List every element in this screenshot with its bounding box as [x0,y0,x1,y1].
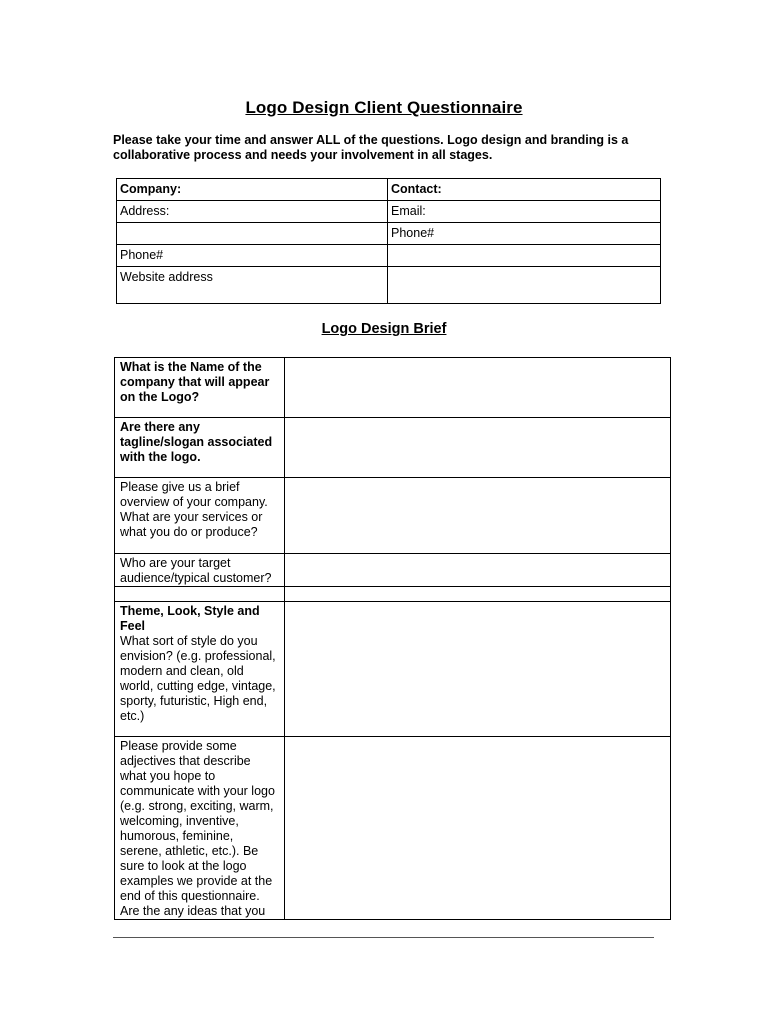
blank-field[interactable] [388,267,661,304]
question-text-line: modern and clean, old [120,664,244,678]
question-heading-line: What is the Name of the [120,360,262,374]
contact-field[interactable]: Contact: [388,179,661,201]
question-text-line: examples we provide at the [120,874,273,888]
phone-field-right[interactable]: Phone# [388,223,661,245]
email-field[interactable]: Email: [388,201,661,223]
question-text-line: overview of your company. [120,495,268,509]
brief-row [115,737,671,920]
question-cell [115,602,285,737]
question-cell [115,478,285,554]
question-text-line: end of this questionnaire. [120,889,260,903]
question-text-line: Who are your target [120,556,231,570]
question-text-line: sure to look at the logo [120,859,247,873]
question-cell [115,587,285,602]
question-text-line: adjectives that describe [120,754,251,768]
question-text-line: humorous, feminine, [120,829,234,843]
intro-line: Please take your time and answer ALL of the questions. Logo design and branding is a [113,133,629,147]
question-text-line: communicate with your logo [120,784,275,798]
page-title: Logo Design Client Questionnaire [245,98,523,117]
answer-field[interactable] [285,737,671,920]
question-text-line: welcoming, inventive, [120,814,239,828]
brief-row [115,418,671,478]
brief-row [115,358,671,418]
answer-field[interactable] [285,602,671,737]
question-heading-line: Feel [120,619,146,633]
question-text-line: envision? (e.g. professional, [120,649,276,663]
question-heading-line: on the Logo? [120,390,200,404]
company-field[interactable]: Company: [117,179,388,201]
brief-row [115,554,671,587]
question-text-line: sporty, futuristic, High end, [120,694,268,708]
intro-line: collaborative process and needs your involvement in all stages. [113,148,493,162]
brief-row [115,587,671,602]
footer-divider [113,937,654,938]
question-text-line: Please give us a brief [120,480,240,494]
contact-row [117,223,661,245]
brief-row [115,602,671,737]
question-text-line: (e.g. strong, exciting, warm, [120,799,274,813]
answer-field[interactable] [285,478,671,554]
question-text-line: Please provide some [120,739,237,753]
question-cell [115,554,285,587]
question-heading-line: company that will appear [120,375,270,389]
brief-row [115,478,671,554]
contact-row [117,245,661,267]
answer-field[interactable] [285,418,671,478]
answer-field[interactable] [285,358,671,418]
question-heading-line: Theme, Look, Style and [120,604,260,618]
question-text-line: what you do or produce? [120,525,258,539]
answer-field[interactable] [285,554,671,587]
question-cell [115,418,285,478]
website-field[interactable]: Website address [117,267,388,304]
question-text-line: Are the any ideas that you [120,904,266,918]
question-text-line: What are your services or [120,510,263,524]
question-heading-line: with the logo. [120,450,201,464]
contact-row [117,201,661,223]
section-title: Logo Design Brief [321,321,447,337]
question-text-line: audience/typical customer? [120,571,272,585]
question-text-line: world, cutting edge, vintage, [120,679,276,693]
question-text-line: What sort of style do you [120,634,258,648]
question-cell [115,737,285,920]
question-text-line: etc.) [120,709,145,723]
contact-row [117,179,661,201]
answer-field[interactable] [285,587,671,602]
contact-row [117,267,661,304]
question-cell [115,358,285,418]
address-field[interactable]: Address: [117,201,388,223]
contact-table [116,178,661,304]
intro-paragraph [113,133,673,163]
question-text-line: serene, athletic, etc.). Be [120,844,259,858]
address-continuation-field[interactable] [117,223,388,245]
question-text-line: what you hope to [120,769,216,783]
question-heading-line: tagline/slogan associated [120,435,273,449]
blank-field[interactable] [388,245,661,267]
brief-table [114,357,671,920]
phone-field-left[interactable]: Phone# [117,245,388,267]
question-heading-line: Are there any [120,420,200,434]
